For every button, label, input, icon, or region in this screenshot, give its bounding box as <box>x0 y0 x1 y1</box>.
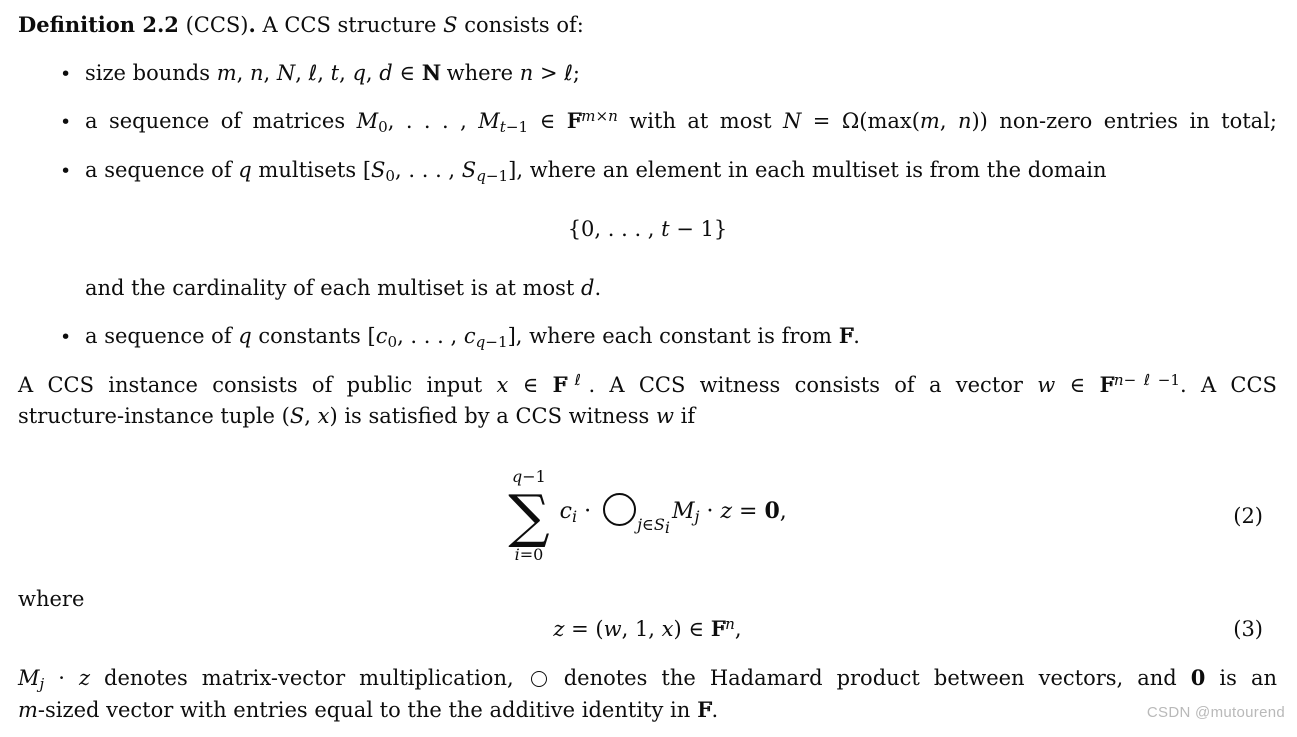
csdn-watermark: CSDN @mutourend <box>1146 704 1285 721</box>
paragraph-line: m-sized vector with entries equal to the the additive identity in F F. <box>18 695 1277 727</box>
equation-3-body: z = (w, 1, x) ∈ F $F^n$, <box>553 614 741 644</box>
paragraph-line: A CCS instance consists of public input x ∈ F $F^\ell$. A CCS witness consists of a vector w ∈ F $F^{n-\ell-1}$. A CCS <box>18 370 1277 401</box>
bullet-marker <box>60 155 85 186</box>
display-equation-3 <box>18 614 1277 644</box>
equation-2-body: $c_i \cdot _{j\in S_i}M_j \cdot z = 0$, <box>560 493 787 540</box>
paragraph-line: structure-instance tuple (S, x) is satisfied by a CCS witness w if <box>18 404 696 428</box>
hadamard-product-icon <box>531 671 547 687</box>
bullet-marker <box>60 106 85 137</box>
bullet-marker <box>60 321 85 352</box>
definition-heading: Definition 2.2 (CCS). A CCS structure S consists of: <box>18 12 584 37</box>
equation-3-label: (3) <box>1233 617 1263 641</box>
bullet-text-matrices: a sequence of matrices $M_0$, . . . , $M_{t-1}$ ∈ F $F^{m\times n}$ with at most N = Ω(max(m, n)) non-zero entries in total; <box>85 106 1277 137</box>
bullet-item-matrices <box>18 106 1277 137</box>
bullet-item-size-bounds <box>18 58 1277 89</box>
bullet-text-size-bounds: size bounds m, n, N, ℓ, t, q, d ∈ N N where n > ℓ; <box>85 58 1277 89</box>
summation-symbol: ∑ <box>508 482 550 550</box>
hadamard-big-operator-icon <box>603 493 636 526</box>
paragraph-instance-witness <box>18 370 1277 432</box>
where-text: where <box>18 587 85 611</box>
summation-block <box>508 468 549 564</box>
equation-2-label: (2) <box>1233 504 1263 528</box>
bullet-text-constants: a sequence of q constants [$c_0$, . . . , $c_{q-1}$], where each constant is from F F. <box>85 321 1277 352</box>
bullet-item-multisets <box>18 155 1277 186</box>
bullet-item-constants <box>18 321 1277 352</box>
sum-upper-limit: q−1 <box>512 467 546 486</box>
bullet-marker <box>60 58 85 89</box>
inline-display-equation-domain: {0, . . . , t − 1} <box>567 217 728 241</box>
bullet-continuation-cardinality: and the cardinality of each multiset is at most d. <box>85 276 602 300</box>
bullet-text-multisets: a sequence of q multisets [$S_0$, . . . , $S_{q-1}$], where an element in each multiset is from the domain <box>85 158 1107 185</box>
paragraph-notation <box>18 662 1277 726</box>
display-equation-2 <box>18 456 1277 576</box>
sum-lower-limit: i=0 <box>514 545 544 564</box>
paragraph-line: $M_j \cdot z$ denotes matrix-vector multiplication, denotes the Hadamard product between vectors, and 0 is an <box>18 665 1278 693</box>
